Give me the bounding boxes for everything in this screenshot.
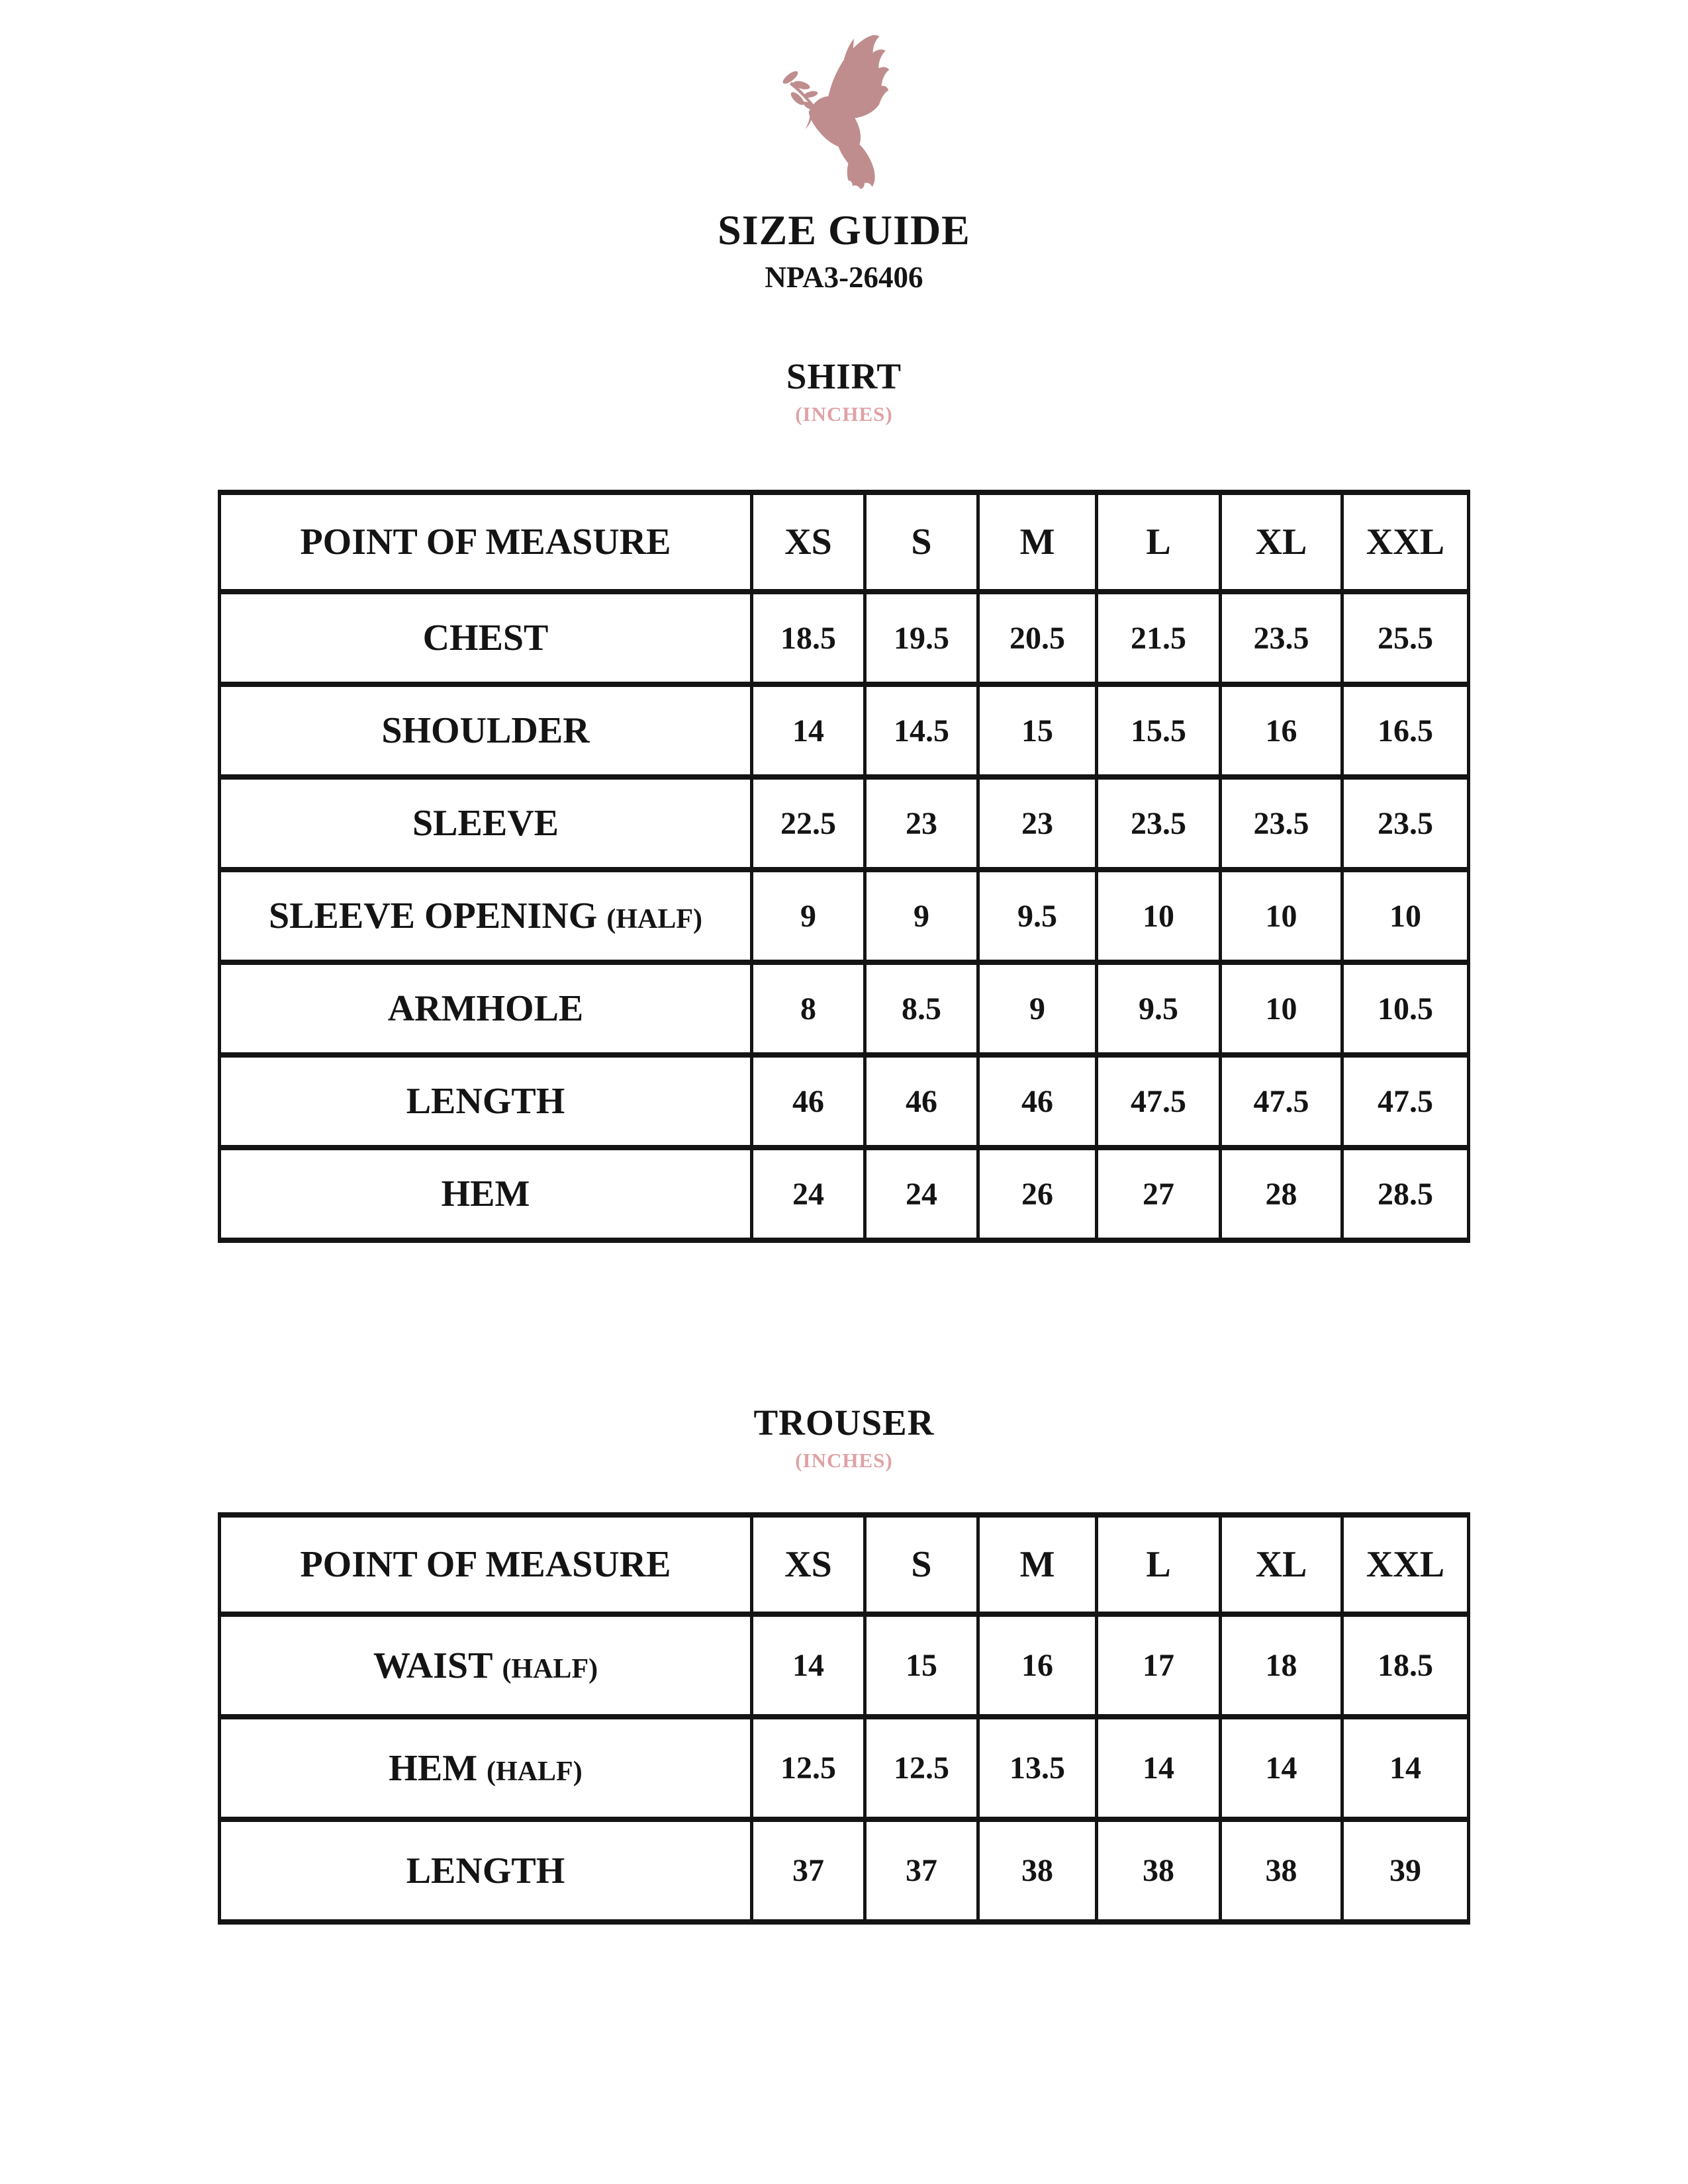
row-label: LENGTH: [406, 1081, 565, 1122]
size-value: 9.5: [978, 870, 1097, 962]
size-value: 23: [865, 777, 978, 870]
size-value: 38: [978, 1819, 1097, 1922]
size-value: 27: [1097, 1148, 1221, 1240]
size-value: 18.5: [752, 592, 865, 684]
size-value: 16: [1221, 684, 1342, 777]
size-value: 12.5: [752, 1717, 865, 1819]
column-header-m: M: [978, 492, 1097, 592]
size-value: 39: [1342, 1819, 1469, 1922]
table-row-hem: [220, 1148, 1469, 1240]
size-value: 37: [752, 1819, 865, 1922]
column-header-m: M: [978, 1515, 1097, 1614]
size-value: 14: [752, 684, 865, 777]
size-value: 13.5: [978, 1717, 1097, 1819]
row-label: SLEEVE OPENING: [269, 895, 598, 936]
column-header-xs: XS: [752, 1515, 865, 1614]
column-header-xxl: XXL: [1342, 492, 1469, 592]
size-value: 15: [865, 1614, 978, 1717]
size-value: 12.5: [865, 1717, 978, 1819]
row-label: LENGTH: [406, 1850, 565, 1891]
table-row-sleeve: [220, 777, 1469, 870]
size-value: 23.5: [1097, 777, 1221, 870]
size-value: 10.5: [1342, 962, 1469, 1055]
brand-logo: [0, 0, 1688, 195]
size-value: 15: [978, 684, 1097, 777]
size-value: 47.5: [1097, 1055, 1221, 1148]
column-header-s: S: [865, 1515, 978, 1614]
size-value: 24: [865, 1148, 978, 1240]
column-header-xl: XL: [1221, 492, 1342, 592]
table-row-sleeve-opening: [220, 870, 1469, 962]
dove-olive-branch-icon: [780, 34, 908, 195]
row-label: WAIST: [373, 1645, 493, 1686]
table-row-armhole: [220, 962, 1469, 1055]
size-value: 46: [752, 1055, 865, 1148]
trouser-table-header-row: [220, 1515, 1469, 1614]
size-value: 24: [752, 1148, 865, 1240]
column-header-s: S: [865, 492, 978, 592]
section-title-shirt: SHIRT: [786, 356, 902, 396]
row-label-suffix: (HALF): [487, 1756, 583, 1787]
table-row-shoulder: [220, 684, 1469, 777]
page-title: SIZE GUIDE: [718, 206, 970, 253]
column-header-l: L: [1097, 492, 1221, 592]
size-value: 23: [978, 777, 1097, 870]
column-header-l: L: [1097, 1515, 1221, 1614]
row-label: SLEEVE: [412, 803, 559, 844]
row-label: CHEST: [422, 617, 549, 659]
size-value: 9: [865, 870, 978, 962]
size-value: 18.5: [1342, 1614, 1469, 1717]
size-value: 10: [1097, 870, 1221, 962]
style-code: NPA3-26406: [765, 261, 923, 294]
size-value: 14: [1097, 1717, 1221, 1819]
size-value: 37: [865, 1819, 978, 1922]
size-value: 9.5: [1097, 962, 1221, 1055]
row-label: HEM: [441, 1173, 530, 1214]
size-value: 26: [978, 1148, 1097, 1240]
column-header-xl: XL: [1221, 1515, 1342, 1614]
size-value: 25.5: [1342, 592, 1469, 684]
column-header-xs: XS: [752, 492, 865, 592]
size-value: 18: [1221, 1614, 1342, 1717]
row-label-suffix: (HALF): [502, 1653, 598, 1684]
shirt-size-table: [218, 490, 1470, 1243]
table-row-length: [220, 1819, 1469, 1922]
size-value: 46: [865, 1055, 978, 1148]
size-value: 9: [752, 870, 865, 962]
row-label-suffix: (HALF): [606, 904, 702, 934]
size-value: 28.5: [1342, 1148, 1469, 1240]
size-value: 16.5: [1342, 684, 1469, 777]
table-row-length: [220, 1055, 1469, 1148]
size-value: 20.5: [978, 592, 1097, 684]
trouser-size-table: [218, 1512, 1470, 1925]
size-value: 23.5: [1221, 777, 1342, 870]
row-label: SHOULDER: [381, 710, 590, 751]
size-value: 10: [1221, 962, 1342, 1055]
size-value: 9: [978, 962, 1097, 1055]
size-value: 14.5: [865, 684, 978, 777]
table-row-hem: [220, 1717, 1469, 1819]
size-value: 15.5: [1097, 684, 1221, 777]
section-title-trouser: TROUSER: [753, 1402, 935, 1443]
size-value: 14: [1342, 1717, 1469, 1819]
size-value: 10: [1221, 870, 1342, 962]
size-value: 17: [1097, 1614, 1221, 1717]
size-value: 14: [1221, 1717, 1342, 1819]
size-value: 23.5: [1342, 777, 1469, 870]
size-value: 38: [1097, 1819, 1221, 1922]
size-value: 14: [752, 1614, 865, 1717]
shirt-unit-label: (INCHES): [795, 402, 893, 426]
row-label: ARMHOLE: [387, 988, 584, 1029]
table-row-chest: [220, 592, 1469, 684]
size-value: 46: [978, 1055, 1097, 1148]
size-value: 23.5: [1221, 592, 1342, 684]
size-value: 8: [752, 962, 865, 1055]
size-value: 47.5: [1221, 1055, 1342, 1148]
size-value: 10: [1342, 870, 1469, 962]
column-header-point-of-measure: POINT OF MEASURE: [220, 492, 752, 592]
size-value: 47.5: [1342, 1055, 1469, 1148]
trouser-unit-label: (INCHES): [795, 1449, 893, 1472]
row-label: HEM: [389, 1747, 478, 1789]
size-value: 16: [978, 1614, 1097, 1717]
size-value: 22.5: [752, 777, 865, 870]
shirt-table-header-row: [220, 492, 1469, 592]
size-value: 19.5: [865, 592, 978, 684]
size-value: 8.5: [865, 962, 978, 1055]
size-value: 38: [1221, 1819, 1342, 1922]
size-value: 21.5: [1097, 592, 1221, 684]
size-value: 28: [1221, 1148, 1342, 1240]
column-header-xxl: XXL: [1342, 1515, 1469, 1614]
table-row-waist: [220, 1614, 1469, 1717]
column-header-point-of-measure: POINT OF MEASURE: [220, 1515, 752, 1614]
